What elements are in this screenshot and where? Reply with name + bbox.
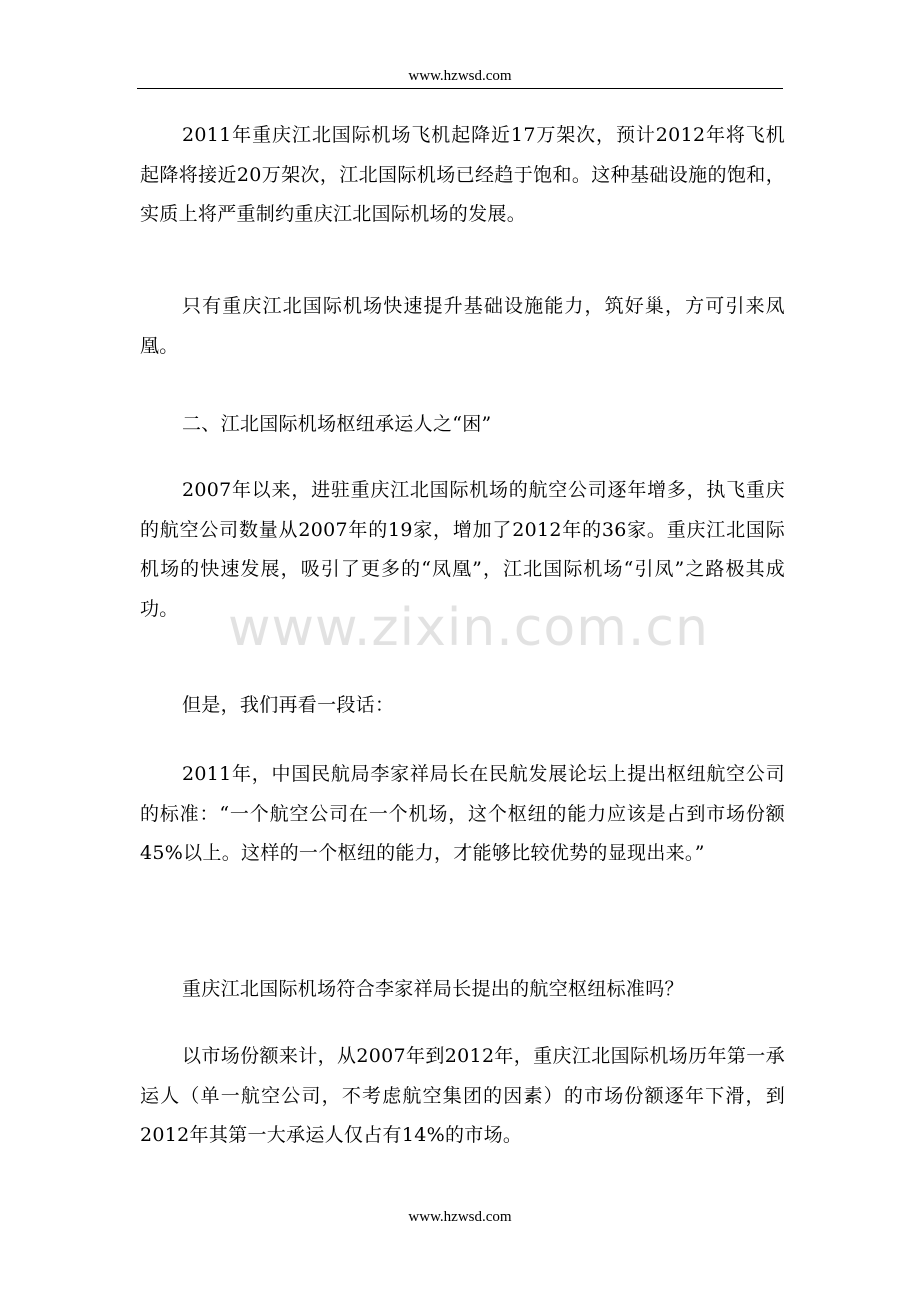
paragraph-2: 只有重庆江北国际机场快速提升基础设施能力，筑好巢，方可引来凤凰。	[140, 295, 785, 357]
watermark: www.zixin.com.cn	[228, 598, 709, 658]
paragraph-8: 以市场份额来计，从2007年到2012年，重庆江北国际机场历年第一承运人（单一航空公司，不考虑航空集团的因素）的市场份额逐年下滑，到2012年其第一大承运人仅占有14%的市场。	[140, 1045, 785, 1146]
paragraph-1: 2011年重庆江北国际机场飞机起降近17万架次，预计2012年将飞机起降将接近20万架次，江北国际机场已经趋于饱和。这种基础设施的饱和，实质上将严重制约重庆江北国际机场的发展。	[140, 124, 785, 225]
paragraph-6: 2011年，中国民航局李家祥局长在民航发展论坛上提出枢纽航空公司的标准：“一个航空公司在一个机场，这个枢纽的能力应该是占到市场份额45%以上。这样的一个枢纽的能力，才能够比较优势的显现出来。”	[140, 763, 785, 864]
paragraph-5: 但是，我们再看一段话：	[182, 694, 395, 716]
footer-url: www.hzwsd.com	[408, 1209, 512, 1225]
paragraph-7: 重庆江北国际机场符合李家祥局长提出的航空枢纽标准吗？	[182, 978, 684, 1000]
header-divider	[137, 88, 783, 89]
header-url: www.hzwsd.com	[408, 68, 512, 84]
paragraph-3: 二、江北国际机场枢纽承运人之“困”	[182, 413, 492, 435]
paragraph-4: 2007年以来，进驻重庆江北国际机场的航空公司逐年增多，执飞重庆的航空公司数量从2007年的19家，增加了2012年的36家。重庆江北国际机场的快速发展，吸引了更多的“凤凰”，江北国际机场“引凤”之路极其成功。	[140, 479, 785, 620]
